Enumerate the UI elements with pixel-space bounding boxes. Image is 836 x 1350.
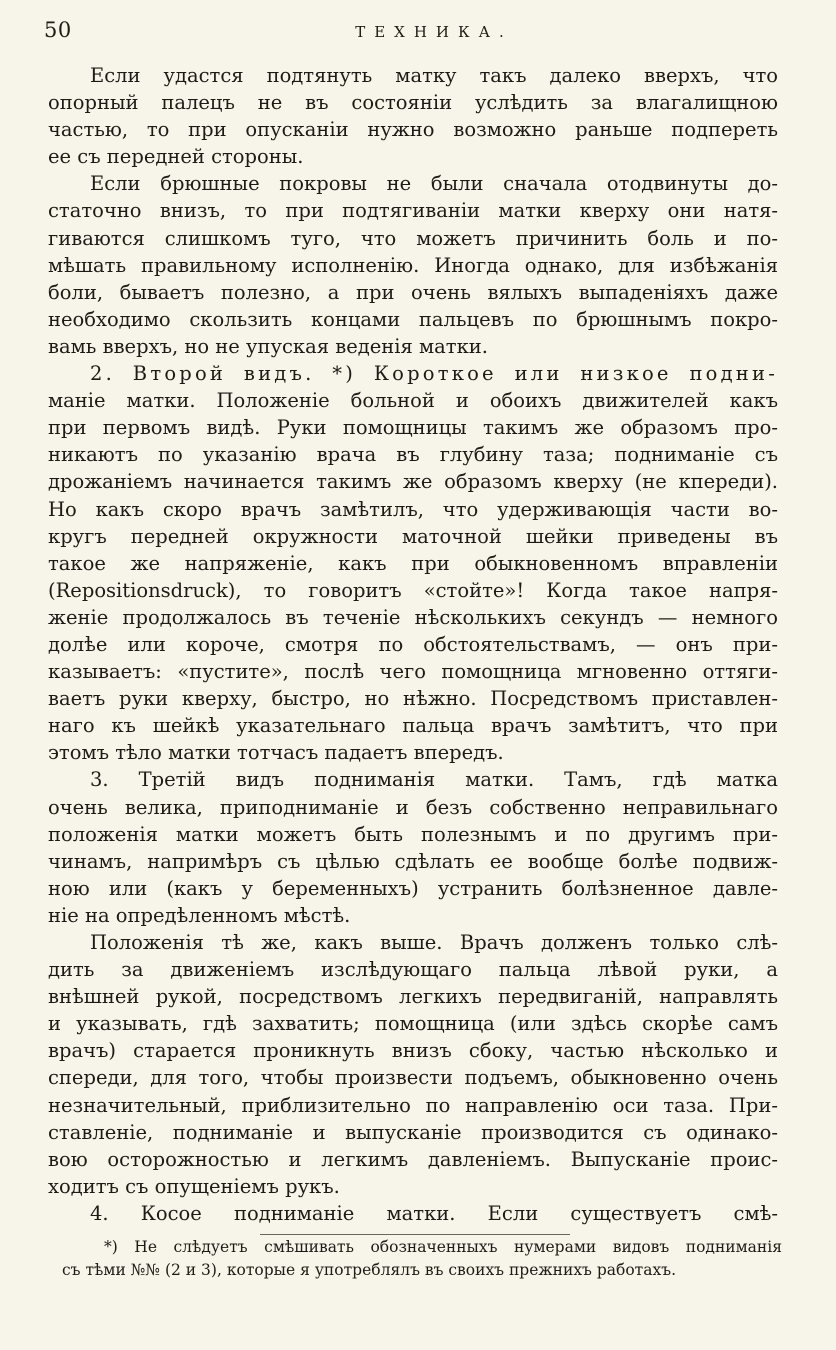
section-heading-line: 3. Третiй видъ подниманiя матки. Тамъ, гдѣ матка <box>90 768 778 792</box>
text-line: Но какъ скоро врачъ замѣтилъ, что удерживающiя части во- <box>48 497 778 521</box>
text-line: наго къ шейкѣ указательнаго пальца врачъ замѣтитъ, что при <box>48 714 778 738</box>
text-line: мѣшать правильному исполненiю. Иногда однако, для избѣжанiя <box>48 253 778 277</box>
text-line: опорный палецъ не въ состоянiи услѣдить за влагалищною <box>48 91 778 115</box>
text-line: вою осторожностью и легкимъ давленiемъ. Выпусканiе проис- <box>48 1147 778 1171</box>
text-line: Если удастся подтянуть матку такъ далеко вверхъ, что <box>90 64 778 87</box>
footnote-divider <box>260 1234 570 1235</box>
text-line: женiе продолжалось въ теченiе нѣсколькихъ секундъ — немного <box>48 605 778 629</box>
text-line: чинамъ, напримѣръ съ цѣлью сдѣлать ее вообще болѣе подвиж- <box>48 849 778 873</box>
text-line: такое же напряженiе, какъ при обыкновенномъ вправленiи <box>48 551 778 575</box>
text-line: при первомъ видѣ. Руки помощницы такимъ же образомъ про- <box>48 416 778 440</box>
text-line: внѣшней рукой, посредствомъ легкихъ передвиганiй, направлять <box>48 985 778 1009</box>
text-line: долѣе или короче, смотря по обстоятельствамъ, — онъ при- <box>48 632 778 656</box>
text-line: и указывать, гдѣ захватить; помощница (или здѣсь скорѣе самъ <box>48 1012 778 1036</box>
body-text <box>48 62 778 1227</box>
text-line: манiе матки. Положенiе больной и обоихъ движителей какъ <box>48 389 778 413</box>
text-line: ставленiе, подниманiе и выпусканiе производится съ одинако- <box>48 1120 778 1144</box>
text-line: дить за движенiемъ изслѣдующаго пальца лѣвой руки, а <box>48 958 778 982</box>
page-number: 50 <box>44 18 72 42</box>
text-line: частью, то при опусканiи нужно возможно раньше подпереть <box>48 118 778 142</box>
text-line: ее съ передней стороны. <box>48 145 304 169</box>
text-line: боли, бываетъ полезно, а при очень вялыхъ выпаденiяхъ даже <box>48 280 778 304</box>
text-line: дрожанiемъ начинается такимъ же образомъ кверху (не кпереди). <box>48 470 778 494</box>
text-line: (Repositionsdruck), то говоритъ «стойте»! Когда такое напря- <box>48 578 778 602</box>
text-line: необходимо скользить концами пальцевъ по брюшнымъ покро- <box>48 307 778 331</box>
footnote-line: съ тѣми №№ (2 и 3), которые я употреблялъ въ своихъ прежнихъ работахъ. <box>62 1261 677 1279</box>
section-heading-line: 4. Косое подниманiе матки. Если существуетъ смѣ- <box>90 1201 778 1225</box>
text-line: ною или (какъ у беременныхъ) устранить болѣзненное давле- <box>48 876 778 900</box>
text-line: незначительный, приблизительно по направленiю оси таза. При- <box>48 1093 778 1117</box>
page-header <box>44 18 784 52</box>
text-line: нiе на опредѣленномъ мѣстѣ. <box>48 903 351 927</box>
text-line: спереди, для того, чтобы произвести подъемъ, обыкновенно очень <box>48 1066 778 1090</box>
footnote-line: *) Не слѣдуетъ смѣшивать обозначенныхъ нумерами видовъ подниманiя <box>104 1238 782 1256</box>
text-line: ходитъ съ опущенiемъ рукъ. <box>48 1174 340 1198</box>
text-line: Если брюшные покровы не были сначала отодвинуты до- <box>90 172 778 196</box>
text-line: этомъ тѣло матки тотчасъ падаетъ впередъ. <box>48 741 504 765</box>
text-line: положенiя матки можетъ быть полезнымъ и по другимъ при- <box>48 822 778 846</box>
text-line: врачъ) старается проникнуть внизъ сбоку, частью нѣсколько и <box>48 1039 778 1063</box>
text-line: ваетъ руки кверху, быстро, но нѣжно. Посредствомъ приставлен- <box>48 687 778 711</box>
text-line: гиваются слишкомъ туго, что можетъ причинить боль и по- <box>48 226 778 250</box>
running-title: ТЕХНИКА. <box>355 23 513 41</box>
footnote <box>62 1236 782 1282</box>
text-line: очень велика, приподниманiе и безъ собственно неправильнаго <box>48 795 778 819</box>
text-line: вамь вверхъ, но не упуская веденiя матки. <box>48 334 488 358</box>
text-line: статочно внизъ, то при подтягиванiи матки кверху они натя- <box>48 199 778 223</box>
text-line: казываетъ: «пустите», послѣ чего помощница мгновенно оттяги- <box>48 660 778 684</box>
section-heading-line: 2. Второй видъ. *) Короткое или низкое подни- <box>90 362 778 386</box>
text-line: кругъ передней окружности маточной шейки приведены въ <box>48 524 778 548</box>
text-line: никаютъ по указанiю врача въ глубину таза; подниманiе съ <box>48 443 778 467</box>
text-line: Положенiя тѣ же, какъ выше. Врачъ долженъ только слѣ- <box>90 931 778 954</box>
